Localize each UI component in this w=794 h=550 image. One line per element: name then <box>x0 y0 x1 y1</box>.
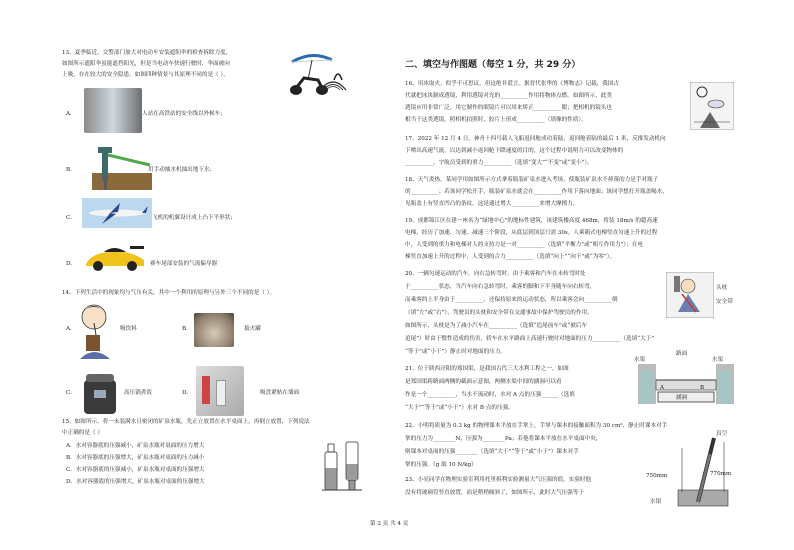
section-title: 二、填空与作图题（每空 1 分，共 29 分） <box>405 60 581 70</box>
q16-line-3: 透镜应用非常广泛，用它制作的眼镜片可以用来矫正__________眼；把相机的镜头也 <box>405 105 612 111</box>
q14-option-b-text: 拔火罐 <box>244 326 261 332</box>
q23-line-1: 23、小亮同学在物理实验室利用托里拆利实验测量大气压强的值，实验时他 <box>405 477 592 483</box>
q14-option-d-letter: D. <box>182 390 189 396</box>
road-surface-label: 路面 <box>676 351 688 357</box>
q21-line-1: 21、位于陕西泾阳的郑国渠，是我国古代三大水利工程之一。如图 <box>405 366 569 372</box>
q20-line-1: 20、一辆匀速运动的汽车，向右急转弯时，由于乘客和汽车在未转弯时处 <box>405 271 586 277</box>
q14-option-c-text: 高压锅煮饭 <box>124 390 152 396</box>
q13-option-d-letter: D. <box>66 261 73 267</box>
q13-option-b-letter: B. <box>66 167 72 173</box>
q20-line-7: “等于”或“小于”）静止时对地面的压力。 <box>405 349 506 355</box>
q22-line-4: 掌的压强。（g 取 10 N/kg） <box>405 462 477 468</box>
ice-lens-figure <box>690 82 734 130</box>
q18-line-3: 见瓶盖上有竖直凹凸的条纹，这是通过增大__________来增大摩擦力。 <box>405 201 579 207</box>
canal-left-label: 水渠 <box>634 357 646 363</box>
q13-option-a-text: 人站在高铁站的安全线以外候车； <box>142 111 226 117</box>
q18-line-1: 18、天气炎热，某同学用如图所示方式拿着瓶装矿泉水进入考场，使瓶装矿泉水不掉落的力是手对瓶子 <box>405 177 659 183</box>
q16-line-4: 相当于这类透镜，照相机拍照时，胶片上形成__________（填像的性质）。 <box>405 117 587 123</box>
train-station-image <box>84 88 142 133</box>
q17-line-1: 17、2022 年 12 月 4 日，神舟十四号载人飞船返回舱成功着陆，返回舱着陆的最后 1 米，反推发动机向 <box>405 136 666 142</box>
q21-line-4: “大于”“等于”或“小于”）水对 B 点的压强。 <box>405 405 514 411</box>
q19-line-1: 19、成都锦江区在建一座名为“绿地中心”的地标性建筑，该建筑楼高度 468m，将装 18m/s 的超高速 <box>405 218 658 224</box>
q14-stem: 14、下列生活中的现象均与气压有关，其中一个利用的原理与另外三个不同的是（ ）。 <box>62 290 276 296</box>
q17-line-3: __________，宇航员受到的重力__________（选填“变大”“不变”或“变小”）。 <box>405 160 593 166</box>
water-pump-figure <box>92 145 152 190</box>
q20-line-2: 于__________状态，当汽车向右急转弯时，乘客的脚和下半身随车向右转弯， <box>405 284 596 290</box>
q13-option-c-text: 飞机的机翼设计成上凸下平形状； <box>152 215 236 221</box>
q20-line-5: 如图所示，头枕是为了减小汽车在__________（选填“追尾前车”或“被后车 <box>405 323 587 329</box>
q14-option-a-letter: A. <box>66 326 72 332</box>
q16-line-1: 16、用冰取火，似乎不可思议，但这绝非谎言。据晋代张华的《博物志》记载，我国古 <box>405 81 620 87</box>
q13-line-3: 上吸，存在较大的安全隐患。如图四种情景与其原理不同的是（ ）。 <box>62 72 229 78</box>
point-b-label: B <box>700 385 705 391</box>
length-770-label: 770mm <box>710 471 732 477</box>
airplane-image <box>82 198 152 228</box>
water-bottles-figure <box>322 438 362 494</box>
drinking-boy-figure <box>76 301 114 359</box>
headrest-label: 头枕 <box>716 285 728 291</box>
q15-option-c: C．水对容器底的压强减小，矿泉水瓶对桌面的压强增大 <box>66 467 205 473</box>
point-a-label: A <box>660 385 665 391</box>
mercury-label: 水银 <box>650 499 662 505</box>
q15-option-a: A．水对容器底的压强减小，矿泉水瓶对桌面的压力增大 <box>66 443 205 449</box>
seatbelt-figure <box>666 272 714 318</box>
q17-line-2: 下喷出高速气流，以达到减小返回舱下降速度的目的，这个过程中说明力可以改变物体的 <box>405 148 624 154</box>
q13-option-a-letter: A. <box>66 111 72 117</box>
q23-line-2: 没有将玻璃管竖直放置，而是稍稍倾斜了，如图所示，此时大气压强等于 <box>405 490 585 496</box>
q21-line-3: 作是一个__________，当水不流动时，水对 A 点的压强______（选填 <box>405 392 575 398</box>
q22-line-3: 则课本对桌面的压强________（选填“大于”“等于”或“小于”）课本对手 <box>405 449 579 455</box>
q21-line-2: 是郑国渠跨路面两侧的截面示意图，两侧水渠中间的涵洞可以看 <box>405 379 562 385</box>
q20-line-4: （填“左”或“右”），驾驶员的头枕和安全带在交通事故中保护驾驶员的作用。 <box>405 310 593 316</box>
q19-line-3: 中，人受到的重力和电梯对人的支持力是一对__________（选填“平衡力”或“相互作用力”）；在电 <box>405 242 643 248</box>
pressure-cooker-image <box>80 366 120 416</box>
q13-line-1: 13、夏季临近，交警部门加大对电动车安装遮阳伞的检查拆除力度， <box>62 50 232 56</box>
q22-line-1: 22、小明将质量为 0.3 kg 的物理课本平放在手掌上，手掌与课本的接触面积为 30 cm²，静止时课本对手 <box>405 423 668 429</box>
q19-line-2: 电梯。经历了加速、匀速、减速三个阶段，从底层到顶层只需 30s。人乘箱式电梯竖直匀速上升的过程 <box>405 230 658 236</box>
q22-line-2: 掌的压力为________N，压强为________Pa；若他将课本平放在水平桌面中央， <box>405 436 602 442</box>
height-750-label: 750mm <box>646 473 668 479</box>
q15-option-b: B．水对容器底的压强增大，矿泉水瓶对桌面的压力减小 <box>66 455 205 461</box>
q20-line-6: 追尾”）时由于惯性造成的伤害，轿车在水平路面上高速行驶时对地面的压力__________（选填“大于” <box>405 336 655 342</box>
seatbelt-label: 安全带 <box>716 299 733 305</box>
q18-line-2: 的__________；若该同学松开手，瓶装矿泉水就会在__________作用下落向地面；该同学想打开瓶盖喝水， <box>405 189 668 195</box>
cupping-image <box>194 313 234 347</box>
q20-line-3: 而乘客的上半身由于__________，还保持原来的运动状态，所以乘客会向__________倒 <box>405 297 618 303</box>
q14-option-c-letter: C. <box>66 390 72 396</box>
page-footer: 第 2 页 共 4 页 <box>370 521 409 527</box>
q13-option-b-text: 用手动抽水机抽出地下水； <box>148 167 216 173</box>
q14-option-d-text: 吸盘紧贴在墙面 <box>260 390 300 396</box>
airflow-figure <box>318 72 348 94</box>
q13-option-c-letter: C. <box>66 215 72 221</box>
culvert-label: 涵洞 <box>676 395 688 401</box>
race-car-image <box>82 240 148 272</box>
q14-option-a-text: 吸饮料 <box>120 326 137 332</box>
vacuum-label: 真空 <box>716 431 728 437</box>
q14-option-b-letter: B. <box>182 326 188 332</box>
q15-line-1: 15、如图所示，将一未装满水且密闭的矿泉水瓶，先正立放置在水平桌面上，再倒立放置，下列说法 <box>62 419 310 425</box>
q15-option-d: D．水对容器底的压强增大，矿泉水瓶对桌面的压强增大 <box>66 479 205 485</box>
q16-line-2: 代就把冰块制成透镜，利用透镜对光的__________作用将物体点燃。如图所示，此类 <box>405 93 612 99</box>
q13-option-d-text: 赛车尾部安装的气流偏导器 <box>150 261 218 267</box>
q15-line-2: 中正确的是（ ） <box>62 430 103 436</box>
suction-hook-image <box>196 366 244 416</box>
canal-right-label: 水渠 <box>712 357 724 363</box>
q13-line-2: 如图所示遮阳伞虽能遮挡阳光，但是当电动车快速行驶时，伞面被向 <box>62 61 230 67</box>
q19-line-4: 梯竖直加速上升的过程中，人受到的合力__________（选填“向上”“向下”或“为零”）。 <box>405 254 616 260</box>
